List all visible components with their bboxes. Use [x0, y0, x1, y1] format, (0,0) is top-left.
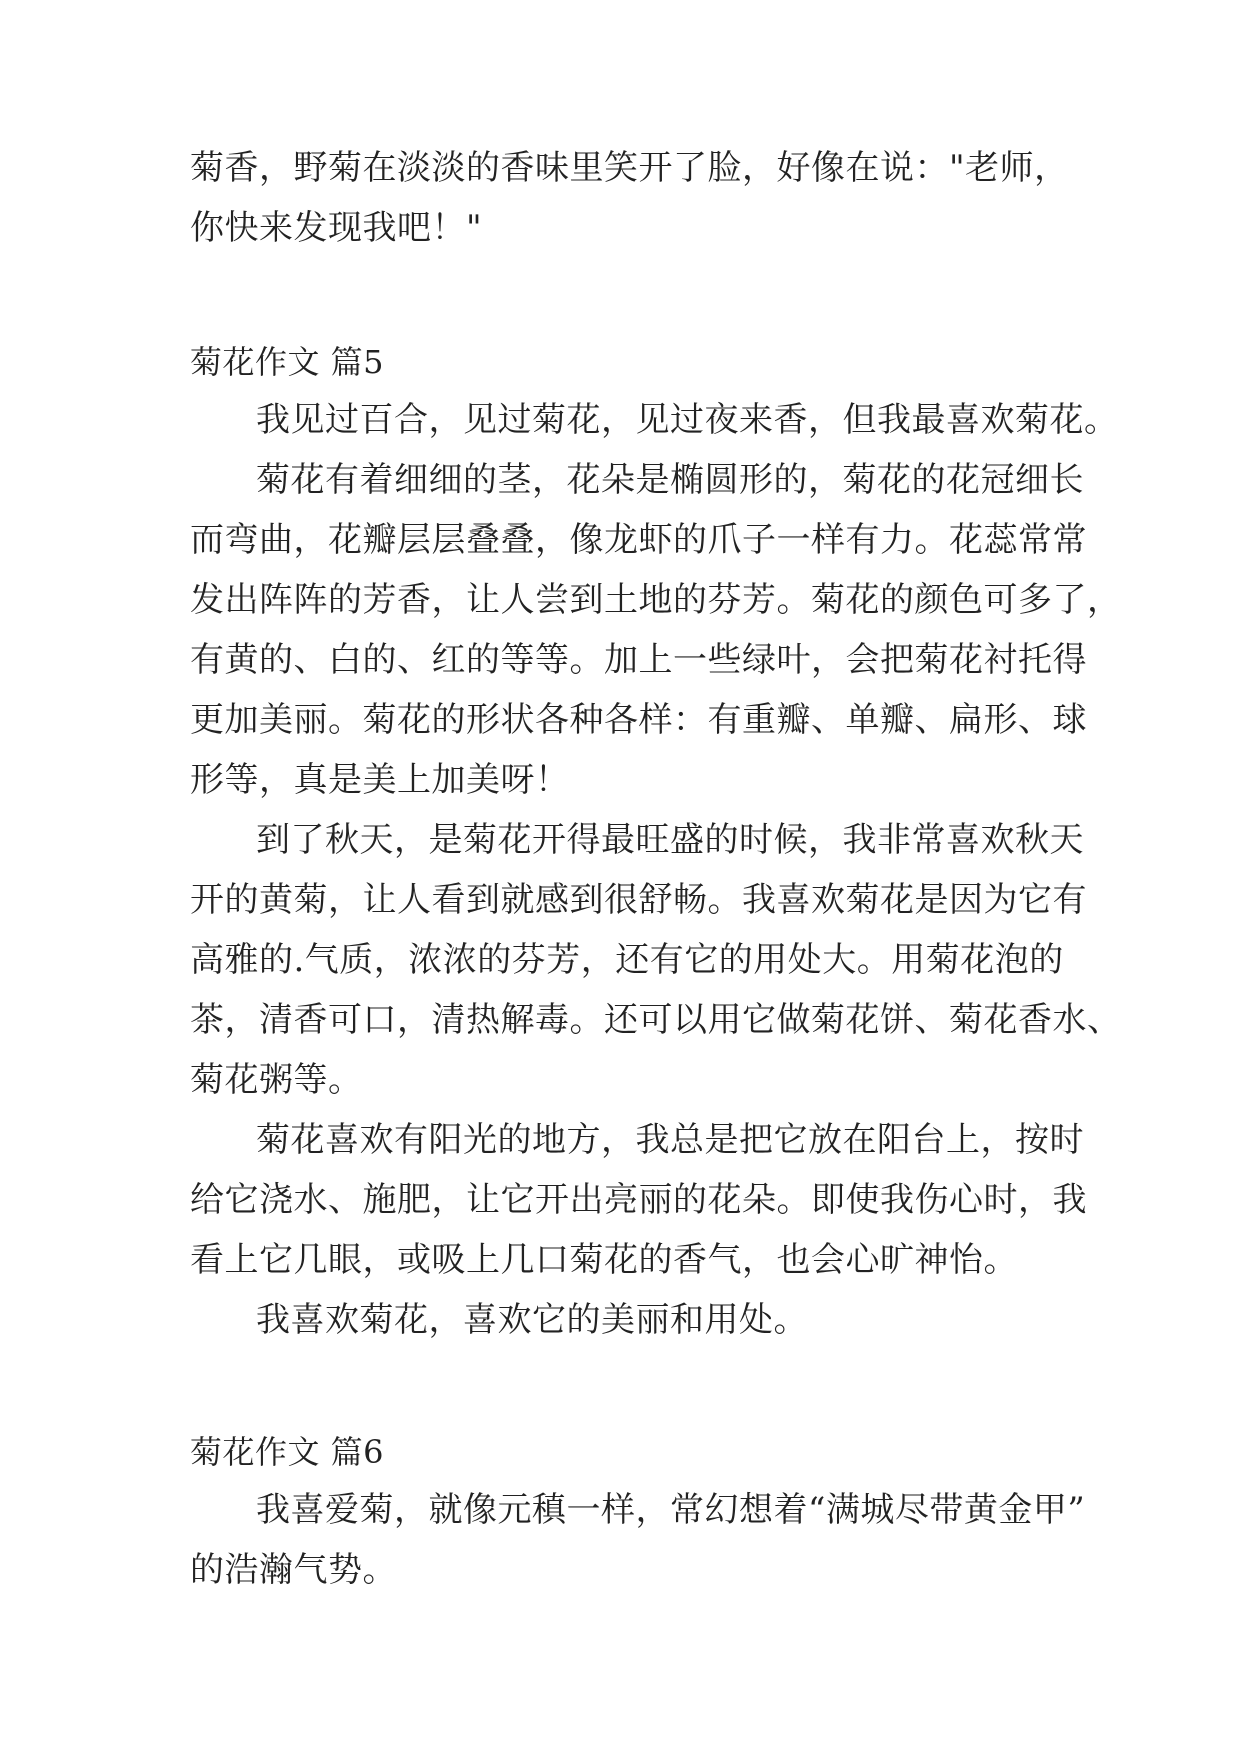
section-5-line-7: 形等，真是美上加美呀！ — [190, 760, 570, 800]
intro-line-1: 菊香，野菊在淡淡的香味里笑开了脸，好像在说："老师， — [190, 148, 1069, 188]
section-5-line-10: 高雅的.气质，浓浓的芬芳，还有它的用处大。用菊花泡的 — [190, 940, 1064, 980]
section-5-line-5: 有黄的、白的、红的等等。加上一些绿叶，会把菊花衬托得 — [190, 640, 1087, 680]
section-5-line-11: 茶，清香可口，清热解毒。还可以用它做菊花饼、菊花香水、 — [190, 1000, 1122, 1040]
section-5-line-14: 给它浇水、施肥，让它开出亮丽的花朵。即使我伤心时，我 — [190, 1180, 1087, 1220]
section-5-line-2: 菊花有着细细的茎，花朵是椭圆形的，菊花的花冠细长 — [256, 460, 1084, 500]
section-5-line-8: 到了秋天，是菊花开得最旺盛的时候，我非常喜欢秋天 — [256, 820, 1084, 860]
section-5-line-9: 开的黄菊，让人看到就感到很舒畅。我喜欢菊花是因为它有 — [190, 880, 1087, 920]
section-5-line-12: 菊花粥等。 — [190, 1060, 363, 1100]
section-5-line-15: 看上它几眼，或吸上几口菊花的香气，也会心旷神怡。 — [190, 1240, 1018, 1280]
intro-line-2: 你快来发现我吧！" — [190, 208, 483, 248]
section-6-line-2: 的浩瀚气势。 — [190, 1550, 397, 1590]
section-5-line-6: 更加美丽。菊花的形状各种各样：有重瓣、单瓣、扁形、球 — [190, 700, 1087, 740]
section-6-heading: 菊花作文 篇6 — [190, 1433, 385, 1471]
section-5-line-4: 发出阵阵的芳香，让人尝到土地的芬芳。菊花的颜色可多了， — [190, 580, 1122, 620]
section-5-line-1: 我见过百合，见过菊花，见过夜来香，但我最喜欢菊花。 — [256, 400, 1119, 440]
section-5-heading: 菊花作文 篇5 — [190, 343, 385, 381]
section-6-line-1: 我喜爱菊，就像元稹一样，常幻想着“满城尽带黄金甲” — [256, 1490, 1086, 1530]
section-5-line-3: 而弯曲，花瓣层层叠叠，像龙虾的爪子一样有力。花蕊常常 — [190, 520, 1087, 560]
section-5-line-16: 我喜欢菊花，喜欢它的美丽和用处。 — [256, 1300, 808, 1340]
section-5-line-13: 菊花喜欢有阳光的地方，我总是把它放在阳台上，按时 — [256, 1120, 1084, 1160]
